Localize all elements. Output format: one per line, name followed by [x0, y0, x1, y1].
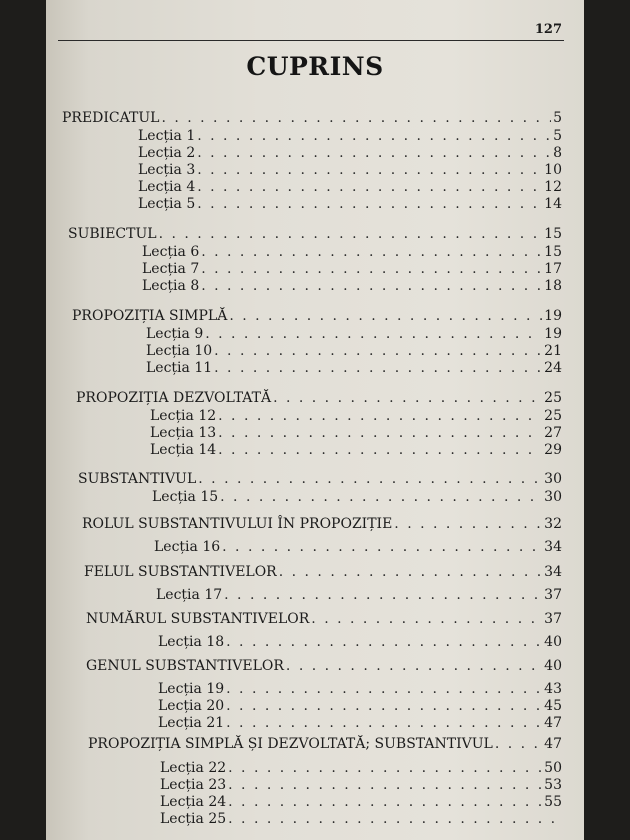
dot-leader: [218, 425, 542, 441]
toc-page-number: 15: [544, 244, 562, 260]
toc-lesson-label: Lecția 14: [150, 442, 217, 458]
dot-leader: [394, 516, 542, 532]
toc-lesson-label: Lecția 9: [146, 326, 204, 342]
toc-lesson-label: Lecția 15: [152, 489, 219, 505]
toc-section-title: PREDICATUL: [62, 110, 160, 126]
dot-leader: [197, 179, 542, 195]
toc-page-number: 19: [544, 308, 562, 324]
toc-page-number: 25: [544, 390, 562, 406]
toc-page-number: 25: [544, 408, 562, 424]
toc-section-title: GENUL SUBSTANTIVELOR: [86, 658, 284, 674]
toc-lesson-label: Lecția 20: [158, 698, 225, 714]
page-title: CUPRINS: [246, 52, 384, 81]
toc-lesson-entry: [158, 715, 562, 731]
dot-leader: [218, 442, 542, 458]
toc-lesson-label: Lecția 2: [138, 145, 196, 161]
toc-page-number: 12: [544, 179, 562, 195]
book-page: [46, 0, 584, 840]
toc-lesson-entry: [142, 244, 562, 260]
toc-lesson-entry: [158, 698, 562, 714]
toc-lesson-label: Lecția 17: [156, 587, 223, 603]
dot-leader: [201, 244, 542, 260]
toc-lesson-entry: [160, 794, 562, 810]
toc-lesson-entry: [160, 811, 562, 827]
dot-leader: [161, 110, 551, 126]
toc-section-title: NUMĂRUL SUBSTANTIVELOR: [86, 611, 310, 627]
dot-leader: [226, 634, 542, 650]
toc-lesson-entry: [150, 442, 562, 458]
toc-page-number: 43: [544, 681, 562, 697]
toc-page-number: 14: [544, 196, 562, 212]
toc-section-entry: [86, 611, 562, 627]
toc-lesson-entry: [138, 179, 562, 195]
dot-leader: [279, 564, 542, 580]
dot-leader: [311, 611, 542, 627]
toc-lesson-label: Lecția 7: [142, 261, 200, 277]
dot-leader: [214, 343, 542, 359]
dot-leader: [228, 777, 542, 793]
toc-lesson-label: Lecția 3: [138, 162, 196, 178]
toc-page-number: 15: [544, 226, 562, 242]
toc-page-number: 47: [544, 736, 562, 752]
toc-lesson-entry: [154, 539, 562, 555]
dot-leader: [228, 760, 542, 776]
toc-lesson-entry: [146, 326, 562, 342]
toc-lesson-entry: [156, 587, 562, 603]
toc-page-number: 27: [544, 425, 562, 441]
toc-lesson-label: Lecția 21: [158, 715, 225, 731]
toc-lesson-entry: [138, 145, 562, 161]
toc-page-number: 40: [544, 658, 562, 674]
dot-leader: [224, 587, 542, 603]
toc-page-number: 53: [544, 777, 562, 793]
toc-section-entry: [78, 471, 562, 487]
toc-lesson-entry: [152, 489, 562, 505]
toc-section-entry: [72, 308, 562, 324]
header-rule: [58, 40, 564, 41]
toc-lesson-entry: [138, 196, 562, 212]
dot-leader: [286, 658, 542, 674]
toc-page-number: 18: [544, 278, 562, 294]
toc-lesson-label: Lecția 12: [150, 408, 217, 424]
toc-lesson-label: Lecția 25: [160, 811, 227, 827]
toc-lesson-entry: [150, 408, 562, 424]
toc-lesson-label: Lecția 6: [142, 244, 200, 260]
dot-leader: [226, 715, 542, 731]
toc-lesson-label: Lecția 13: [150, 425, 217, 441]
toc-section-title: PROPOZIȚIA SIMPLĂ: [72, 308, 228, 324]
toc-page-number: 32: [544, 516, 562, 532]
toc-page-number: 5: [553, 110, 562, 126]
dot-leader: [197, 162, 542, 178]
toc-lesson-label: Lecția 11: [146, 360, 213, 376]
dot-leader: [222, 539, 542, 555]
dot-leader: [197, 196, 542, 212]
dot-leader: [197, 145, 551, 161]
toc-lesson-label: Lecția 1: [138, 128, 196, 144]
toc-section-entry: [62, 110, 562, 126]
dot-leader: [201, 278, 542, 294]
toc-page-number: 30: [544, 489, 562, 505]
toc-page-number: 10: [544, 162, 562, 178]
toc-section-title: FELUL SUBSTANTIVELOR: [84, 564, 277, 580]
toc-section-title: PROPOZIȚIA SIMPLĂ ȘI DEZVOLTATĂ; SUBSTANTIVUL: [88, 736, 493, 752]
dot-leader: [228, 794, 542, 810]
toc-section-title: ROLUL SUBSTANTIVULUI ÎN PROPOZIȚIE: [82, 516, 393, 532]
toc-page-number: 34: [544, 564, 562, 580]
dot-leader: [205, 326, 542, 342]
dot-leader: [159, 226, 543, 242]
dot-leader: [197, 128, 551, 144]
toc-page-number: 5: [553, 128, 562, 144]
toc-section-entry: [76, 390, 562, 406]
toc-section-entry: [88, 736, 562, 752]
toc-lesson-entry: [142, 278, 562, 294]
toc-page-number: 21: [544, 343, 562, 359]
toc-lesson-entry: [142, 261, 562, 277]
toc-lesson-label: Lecția 5: [138, 196, 196, 212]
dot-leader: [495, 736, 542, 752]
toc-lesson-label: Lecția 23: [160, 777, 227, 793]
toc-lesson-entry: [160, 760, 562, 776]
toc-lesson-entry: [158, 681, 562, 697]
toc-page-number: 17: [544, 261, 562, 277]
toc-lesson-label: Lecția 8: [142, 278, 200, 294]
toc-section-title: PROPOZIȚIA DEZVOLTATĂ: [76, 390, 272, 406]
dot-leader: [198, 471, 542, 487]
toc-section-title: SUBIECTUL: [68, 226, 157, 242]
toc-section-title: SUBSTANTIVUL: [78, 471, 197, 487]
toc-lesson-label: Lecția 18: [158, 634, 225, 650]
toc-lesson-label: Lecția 24: [160, 794, 227, 810]
dot-leader: [226, 698, 542, 714]
toc-section-entry: [68, 226, 562, 242]
dot-leader: [218, 408, 542, 424]
toc-page-number: 19: [544, 326, 562, 342]
toc-page-number: 45: [544, 698, 562, 714]
toc-section-entry: [84, 564, 562, 580]
toc-lesson-entry: [146, 360, 562, 376]
toc-page-number: 34: [544, 539, 562, 555]
toc-lesson-label: Lecția 4: [138, 179, 196, 195]
toc-lesson-label: Lecția 22: [160, 760, 227, 776]
toc-page-number: 37: [544, 587, 562, 603]
toc-page-number: 50: [544, 760, 562, 776]
page-number: 127: [534, 22, 562, 37]
dot-leader: [201, 261, 542, 277]
toc-lesson-entry: [160, 777, 562, 793]
toc-section-entry: [82, 516, 562, 532]
toc-lesson-entry: [146, 343, 562, 359]
toc-page-number: 47: [544, 715, 562, 731]
toc-lesson-label: Lecția 10: [146, 343, 213, 359]
toc-lesson-entry: [150, 425, 562, 441]
toc-lesson-entry: [138, 128, 562, 144]
dot-leader: [214, 360, 542, 376]
dot-leader: [226, 681, 542, 697]
toc-lesson-label: Lecția 19: [158, 681, 225, 697]
toc-page-number: 40: [544, 634, 562, 650]
toc-lesson-label: Lecția 16: [154, 539, 221, 555]
toc-page-number: 24: [544, 360, 562, 376]
toc-page-number: 29: [544, 442, 562, 458]
dot-leader: [273, 390, 542, 406]
toc-page-number: 55: [544, 794, 562, 810]
toc-section-entry: [86, 658, 562, 674]
toc-page-number: 8: [553, 145, 562, 161]
toc-lesson-entry: [138, 162, 562, 178]
toc-page-number: 30: [544, 471, 562, 487]
toc-page-number: 37: [544, 611, 562, 627]
dot-leader: [220, 489, 542, 505]
dot-leader: [229, 308, 542, 324]
toc-lesson-entry: [158, 634, 562, 650]
dot-leader: [228, 811, 560, 827]
